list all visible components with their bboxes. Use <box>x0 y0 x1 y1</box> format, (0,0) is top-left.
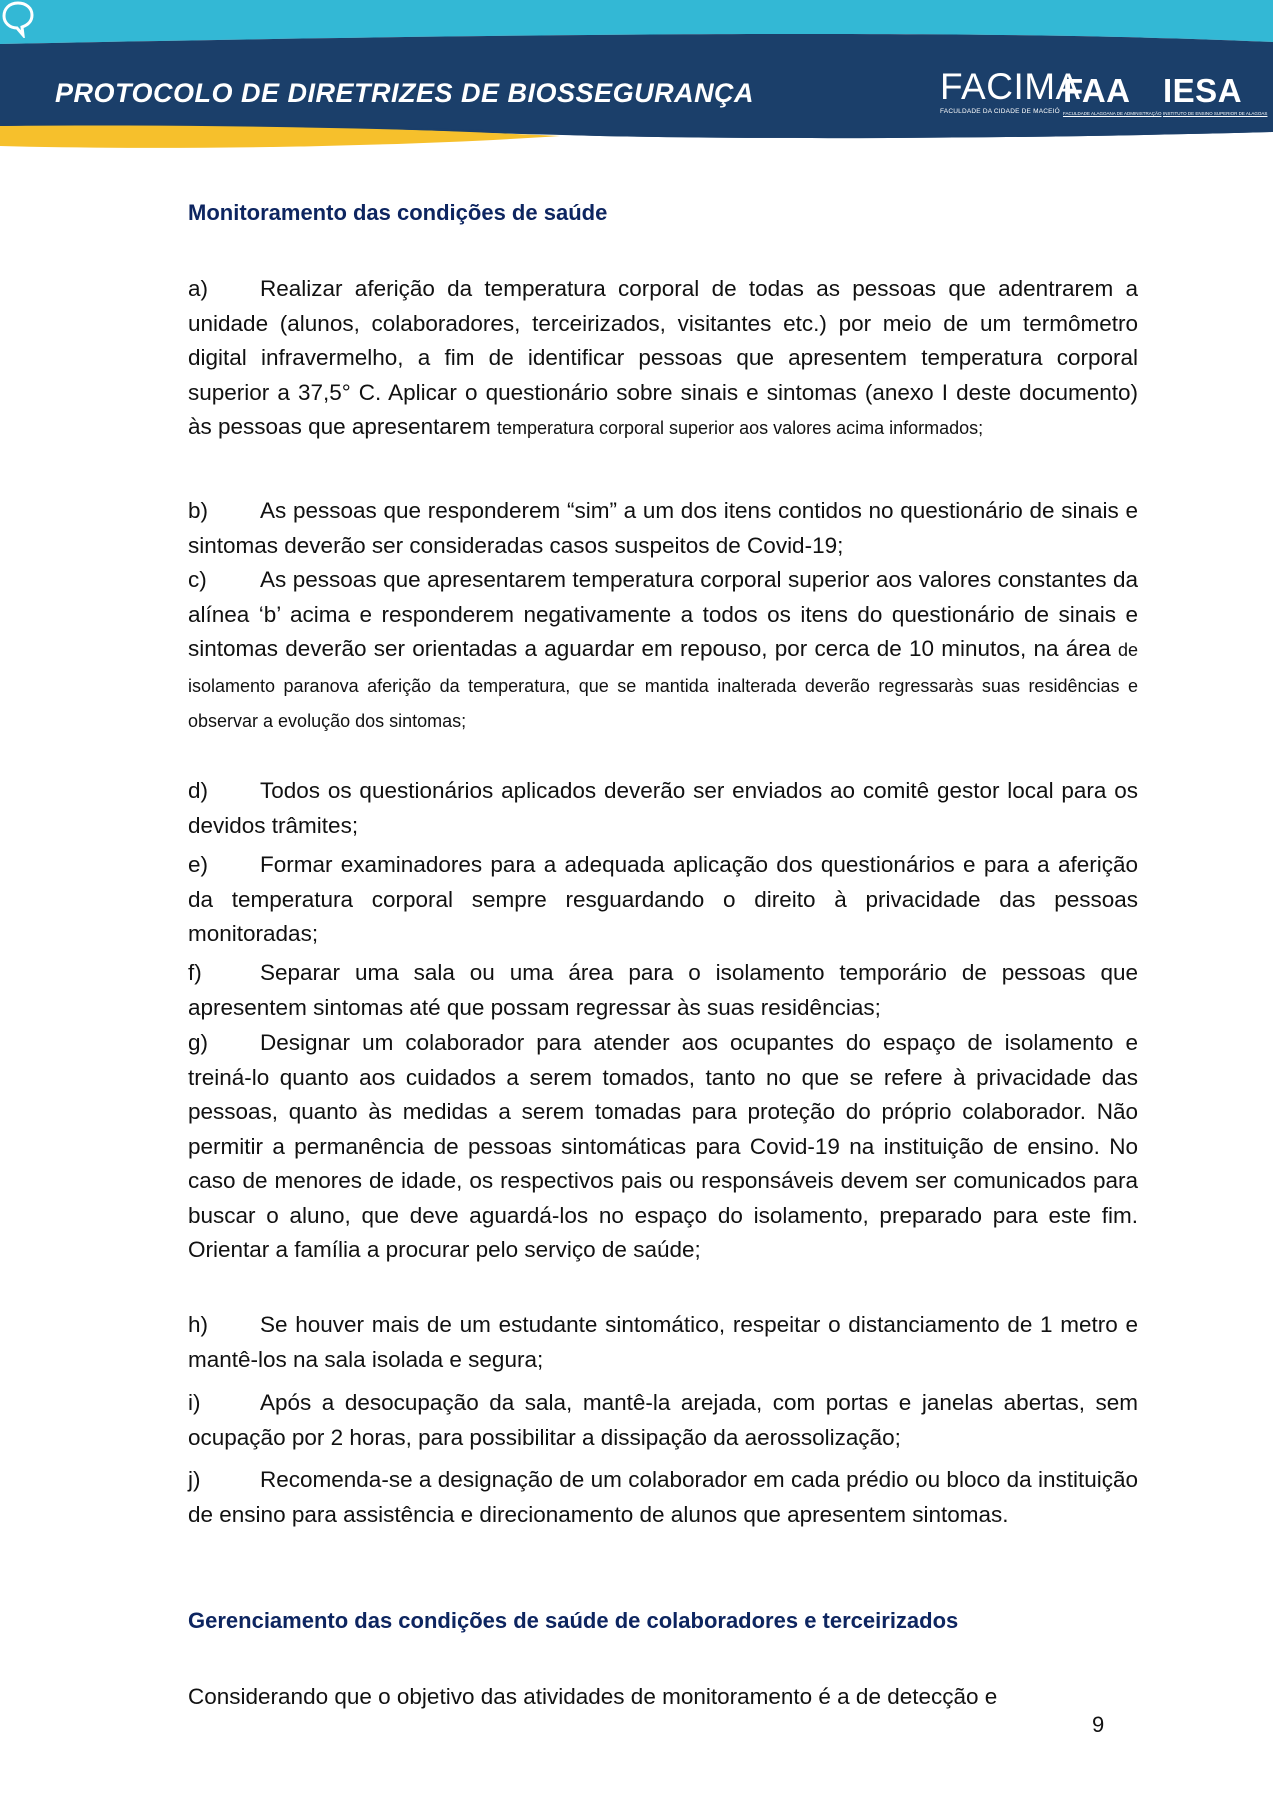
iesa-logo-subtitle: INSTITUTO DE ENSINO SUPERIOR DE ALAGOAS <box>1163 111 1268 116</box>
list-item-f <box>188 956 1138 1025</box>
item-label: h) <box>188 1312 209 1337</box>
list-item-e <box>188 848 1138 952</box>
item-label: d) <box>188 778 209 803</box>
list-item-g <box>188 1026 1138 1268</box>
item-text: Separar uma sala ou uma área para o isolamento temporário de pessoas que apresentem sintomas até que possam regressar às suas residências; <box>188 960 1138 1020</box>
faa-logo-subtitle: FACULDADE ALAGOANA DE ADMINISTRAÇÃO <box>1063 111 1162 116</box>
item-text: Todos os questionários aplicados deverão ser enviados ao comitê gestor local para os devidos trâmites; <box>188 778 1138 838</box>
item-label: c) <box>188 567 207 592</box>
document-title: PROTOCOLO DE DIRETRIZES DE BIOSSEGURANÇA <box>55 78 755 108</box>
faa-logo-name: FAA <box>1063 72 1131 109</box>
speech-bubble-icon <box>0 0 36 38</box>
item-text-small: temperatura corporal superior aos valores acima informados; <box>496 418 984 438</box>
list-item-h <box>188 1308 1138 1377</box>
item-label: j) <box>188 1467 201 1492</box>
list-item-c <box>188 563 1138 739</box>
item-text-small: de isolamento paranova aferição da temperatura, que se mantida inalterada deverão regressaràs suas residências e observar a evolução dos sintomas; <box>188 640 1138 731</box>
facima-logo-name: FACIMA <box>940 66 1081 107</box>
section-body-paragraph: Considerando que o objetivo das atividades de monitoramento é a de detecção e <box>188 1684 998 1709</box>
item-text: Após a desocupação da sala, mantê-la arejada, com portas e janelas abertas, sem ocupação por 2 horas, para possibilitar a dissipação da aerossolização; <box>188 1390 1138 1450</box>
list-item-a <box>188 272 1138 446</box>
section-heading-gerenciamento: Gerenciamento das condições de saúde de colaboradores e terceirizados <box>188 1608 959 1633</box>
item-text: Realizar aferição da temperatura corporal de todas as pessoas que adentrarem a unidade (alunos, colaboradores, terceirizados, visitantes etc.) por meio de um termômetro digital infravermelho, a fim de identificar pessoas que apresentem temperatura corporal superior a 37,5° C. Aplicar o questionário sobre sinais e sintomas (anexo I deste documento) às pessoas que apresentarem <box>188 276 1138 439</box>
facima-logo <box>940 68 1081 115</box>
item-label: g) <box>188 1030 209 1055</box>
item-text: Designar um colaborador para atender aos ocupantes do espaço de isolamento e treiná-lo quanto aos cuidados a serem tomados, tanto no que se refere à privacidade das pessoas, quanto às medidas a serem tomadas para proteção do próprio colaborador. Não permitir a permanência de pessoas sintomáticas para Covid-19 na instituição de ensino. No caso de menores de idade, os respectivos pais ou responsáveis devem ser comunicados para buscar o aluno, que deve aguardá-los no espaço do isolamento, preparado para este fim. Orientar a família a procurar pelo serviço de saúde; <box>188 1030 1138 1262</box>
list-item-b <box>188 494 1138 563</box>
item-text: As pessoas que responderem “sim” a um dos itens contidos no questionário de sinais e sintomas deverão ser consideradas casos suspeitos de Covid-19; <box>188 498 1138 558</box>
facima-logo-subtitle: FACULDADE DA CIDADE DE MACEIÓ <box>940 108 1060 115</box>
page-number: 9 <box>1092 1712 1105 1737</box>
list-item-j <box>188 1463 1138 1532</box>
header-banner <box>0 0 1273 150</box>
list-item-d <box>188 774 1138 843</box>
item-label: b) <box>188 498 209 523</box>
item-text: As pessoas que apresentarem temperatura corporal superior aos valores constantes da alínea ‘b’ acima e responderem negativamente a todos os itens do questionário de sinais e sintomas deverão ser orientadas a aguardar em repouso, por cerca de 10 minutos, na área <box>188 567 1138 661</box>
item-text: Se houver mais de um estudante sintomático, respeitar o distanciamento de 1 metro e mantê-los na sala isolada e segura; <box>188 1312 1138 1372</box>
item-label: f) <box>188 960 202 985</box>
faa-logo <box>1063 74 1162 116</box>
iesa-logo-name: IESA <box>1163 72 1243 109</box>
item-label: e) <box>188 852 209 877</box>
iesa-logo <box>1163 74 1267 116</box>
item-text: Formar examinadores para a adequada aplicação dos questionários e para a aferição da temperatura corporal sempre resguardando o direito à privacidade das pessoas monitoradas; <box>188 852 1138 946</box>
section-heading-monitoramento: Monitoramento das condições de saúde <box>188 200 608 225</box>
item-label: a) <box>188 276 209 301</box>
item-label: i) <box>188 1390 201 1415</box>
list-item-i <box>188 1386 1138 1455</box>
item-text: Recomenda-se a designação de um colaborador em cada prédio ou bloco da instituição de ensino para assistência e direcionamento de alunos que apresentem sintomas. <box>188 1467 1138 1527</box>
